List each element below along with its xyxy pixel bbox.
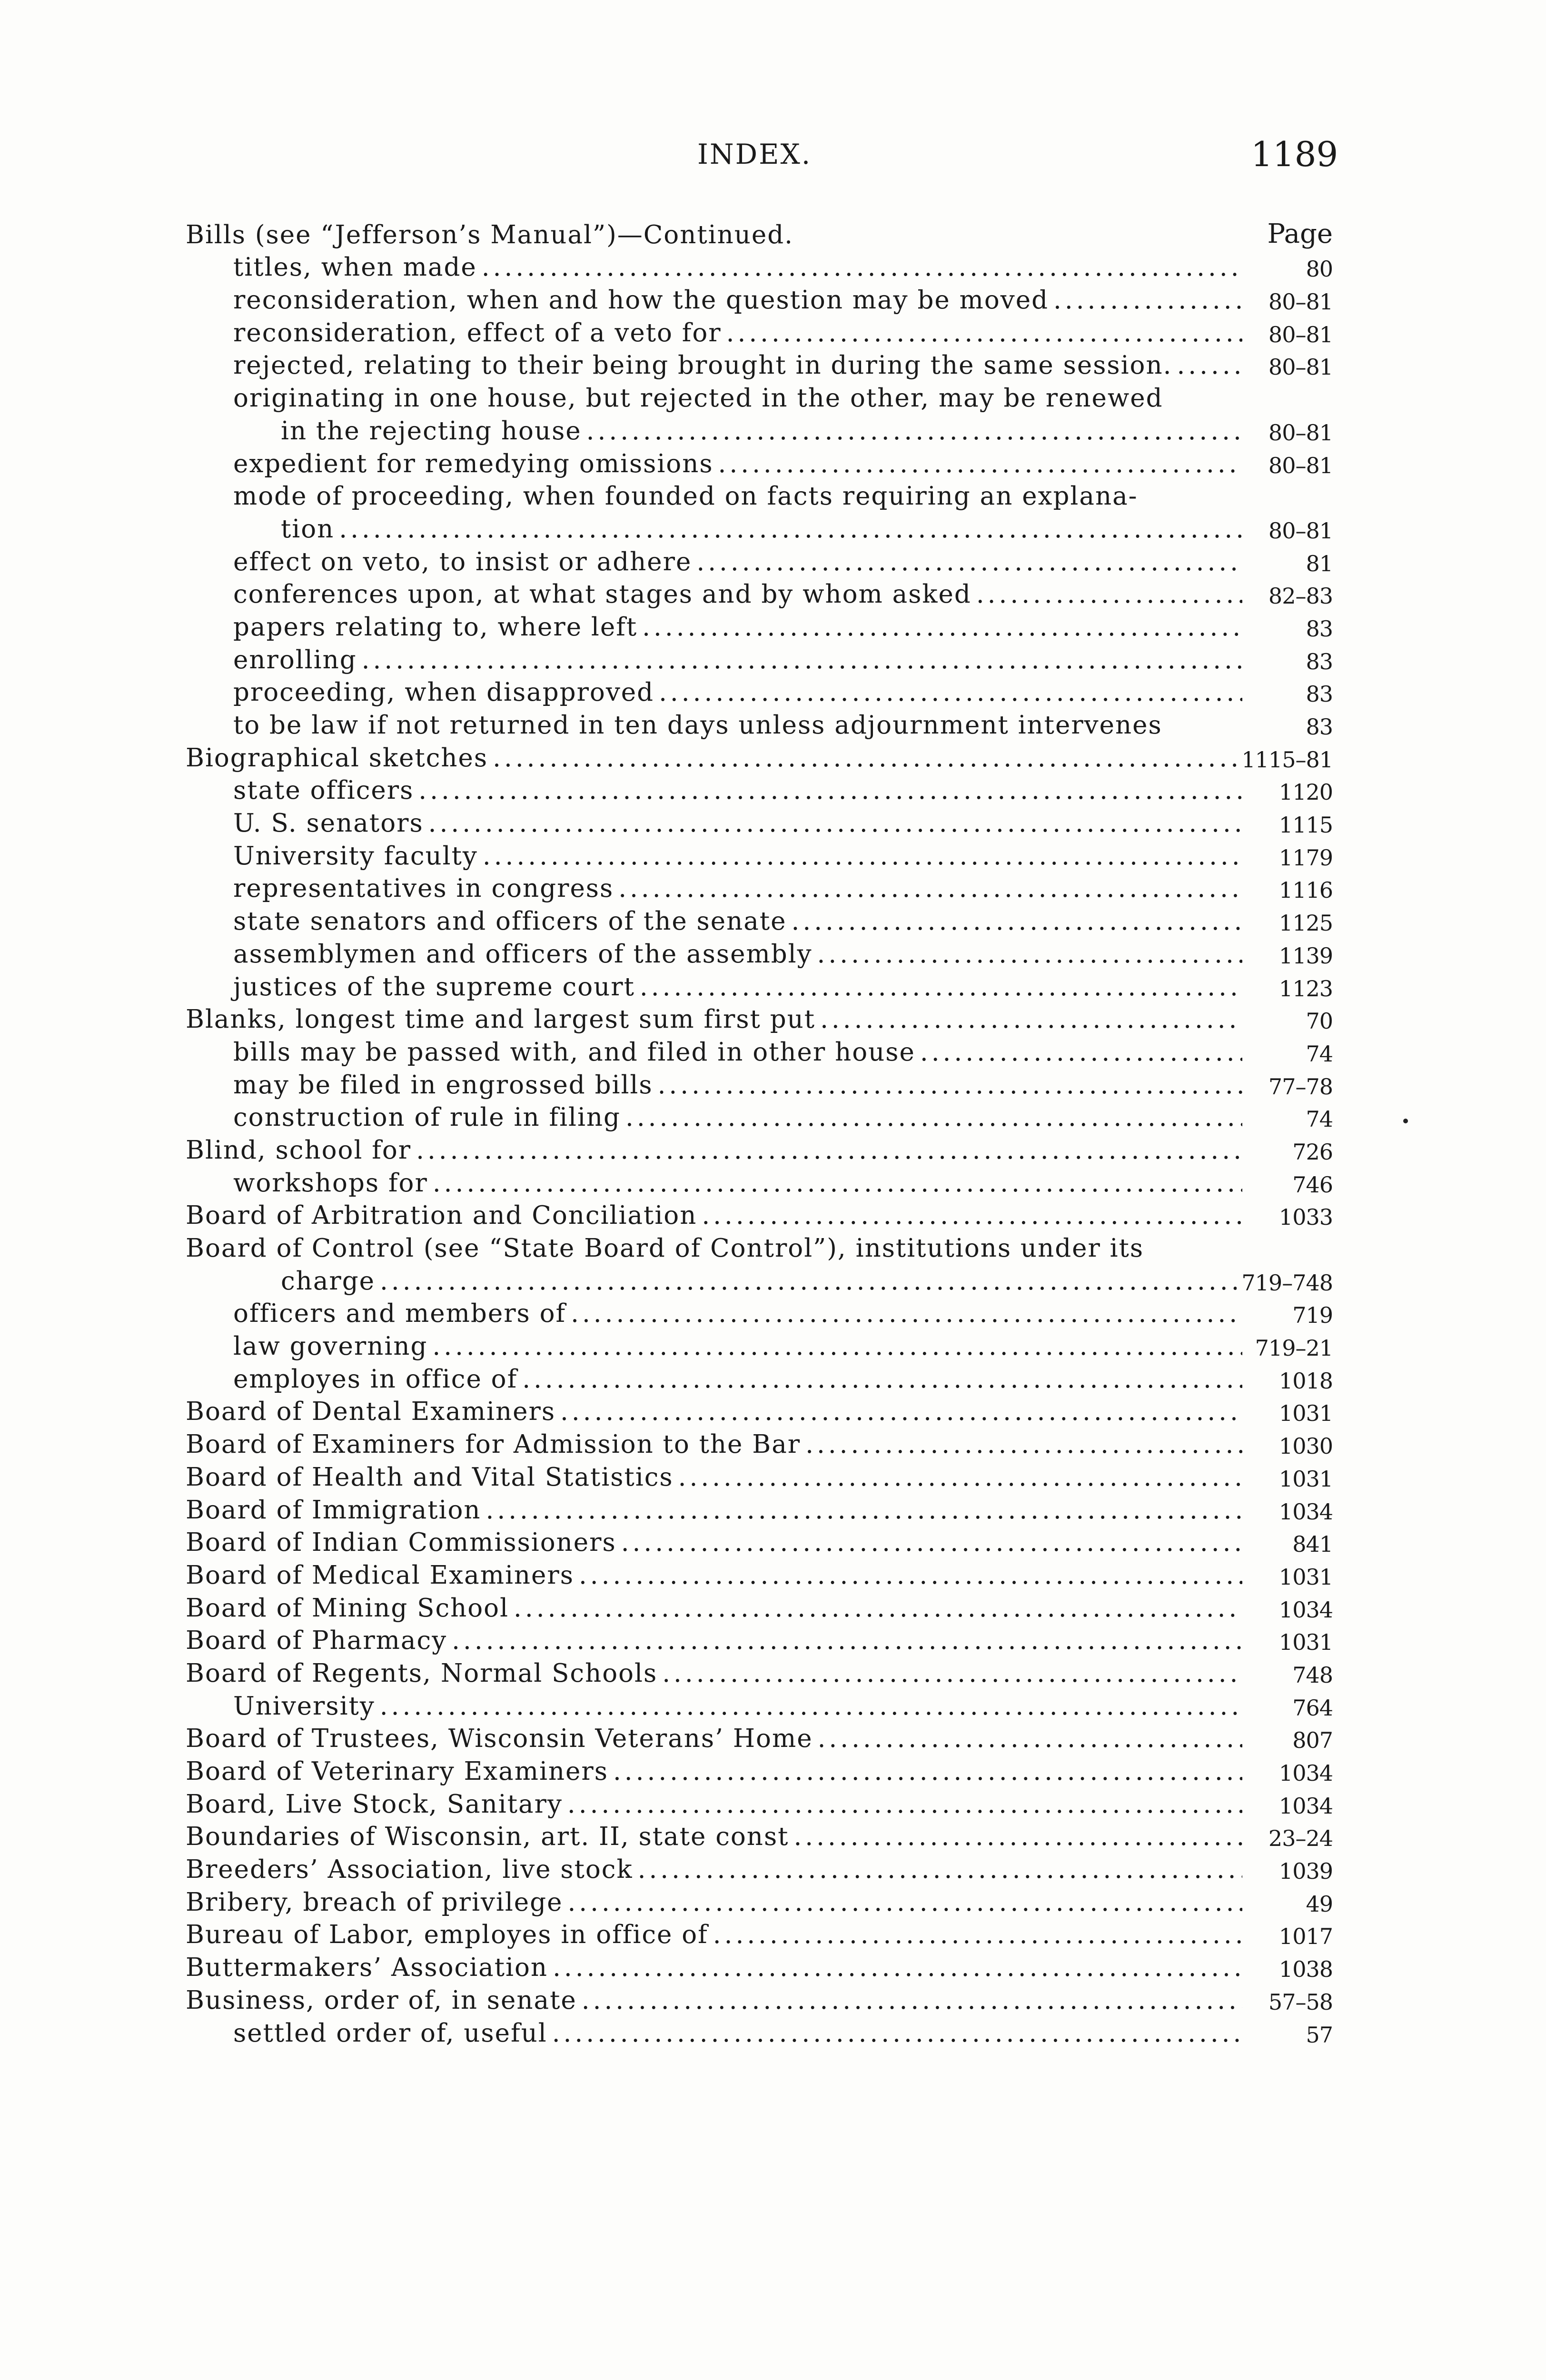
entry-text: proceeding, when disapproved	[233, 678, 654, 707]
dot-leader	[920, 1038, 1242, 1067]
dot-leader	[805, 1430, 1242, 1459]
dot-leader	[1053, 286, 1242, 315]
index-entry	[186, 805, 1333, 838]
entry-text: workshops for	[233, 1168, 428, 1198]
index-entry	[186, 1590, 1333, 1623]
entry-page-ref: 1017	[1278, 1924, 1333, 1950]
page-header	[0, 134, 1546, 176]
index-entry	[186, 347, 1333, 380]
entry-text: state officers	[233, 776, 414, 805]
dot-leader	[486, 1496, 1243, 1525]
dot-leader	[820, 1005, 1242, 1034]
dot-leader	[658, 1071, 1242, 1100]
entry-text: conferences upon, at what stages and by whom asked	[233, 580, 971, 609]
entry-text: charge	[281, 1266, 376, 1296]
dot-leader	[380, 1692, 1242, 1721]
index-entry	[186, 249, 1333, 282]
entry-text: state senators and officers of the senate	[233, 907, 787, 936]
entry-text: officers and members of	[233, 1299, 566, 1329]
dot-leader	[482, 253, 1242, 282]
dot-leader	[582, 1986, 1242, 2015]
index-entry	[186, 1721, 1333, 1754]
dot-leader	[483, 842, 1242, 871]
entry-page-ref: 80–81	[1268, 419, 1333, 446]
index-entry	[186, 1328, 1333, 1361]
index-entry	[186, 1525, 1333, 1557]
dot-leader	[416, 1136, 1242, 1165]
dot-leader	[362, 645, 1242, 674]
entry-text: rejected, relating to their being brought in during the same session.	[233, 351, 1172, 380]
entry-page-ref: 1125	[1278, 910, 1333, 936]
dot-leader	[718, 449, 1242, 478]
entry-text: Bribery, breach of privilege	[186, 1887, 563, 1917]
entry-page-ref: 1115–81	[1241, 746, 1333, 773]
entry-page-ref: 719–21	[1255, 1335, 1333, 1361]
index-entry	[186, 1100, 1333, 1132]
entry-text: Board of Medical Examiners	[186, 1560, 574, 1590]
dot-leader	[432, 1332, 1242, 1361]
index-entry	[186, 1623, 1333, 1656]
index-entry	[186, 1034, 1333, 1067]
dot-leader	[640, 972, 1242, 1002]
dot-leader	[552, 2019, 1242, 2048]
index-entry	[186, 446, 1333, 478]
entry-text: bills may be passed with, and filed in other house	[233, 1037, 915, 1067]
entry-page-ref: 841	[1292, 1531, 1333, 1557]
entry-page-ref: 1034	[1278, 1498, 1333, 1525]
dot-leader	[428, 809, 1242, 838]
entry-text: mode of proceeding, when founded on facts requiring an explana-	[233, 482, 1138, 511]
index-entry	[186, 838, 1333, 871]
dot-leader	[1177, 351, 1242, 380]
entry-page-ref: 80	[1306, 256, 1333, 282]
entry-text: Board of Health and Vital Statistics	[186, 1462, 674, 1492]
entry-page-ref: 80–81	[1268, 289, 1333, 315]
entry-page-ref: 1123	[1278, 975, 1333, 1002]
entry-text: Breeders’ Association, live stock	[186, 1855, 633, 1884]
index-entry	[186, 674, 1333, 707]
entry-page-ref: 746	[1292, 1171, 1333, 1198]
entry-page-ref: 83	[1306, 714, 1333, 740]
entry-text: assemblymen and officers of the assembly	[233, 939, 813, 969]
entry-text: effect on veto, to insist or adhere	[233, 547, 692, 576]
entry-text: University faculty	[233, 841, 478, 871]
index-entry	[186, 1394, 1333, 1427]
index-entry	[186, 903, 1333, 936]
dot-leader	[514, 1594, 1242, 1623]
dot-leader	[618, 874, 1242, 903]
entry-text: Blanks, longest time and largest sum first put	[186, 1005, 816, 1034]
entry-text: Board of Pharmacy	[186, 1626, 447, 1656]
entry-page-ref: 1179	[1278, 844, 1333, 871]
entry-page-ref: 748	[1292, 1662, 1333, 1688]
entry-page-ref: 74	[1306, 1041, 1333, 1067]
entry-text: reconsideration, when and how the question may be moved	[233, 286, 1049, 315]
entry-page-ref: 80–81	[1268, 517, 1333, 544]
index-entry	[186, 1165, 1333, 1198]
entry-text: construction of rule in filing	[233, 1103, 621, 1132]
entry-text: Business, order of, in senate	[186, 1985, 577, 2015]
dot-leader	[452, 1626, 1242, 1655]
dot-leader	[522, 1365, 1242, 1394]
entry-page-ref: 1139	[1278, 942, 1333, 969]
entry-text: papers relating to, where left	[233, 612, 638, 642]
index-entry	[186, 1361, 1333, 1394]
index-entry	[186, 609, 1333, 642]
entry-text: enrolling	[233, 645, 357, 674]
index-entry	[186, 740, 1333, 773]
page-number: 1189	[1251, 134, 1338, 174]
index-entry	[186, 1459, 1333, 1492]
dot-leader	[976, 580, 1242, 609]
index-entry	[186, 1002, 1333, 1034]
print-speck	[1403, 1119, 1408, 1123]
index-entry	[186, 1753, 1333, 1786]
entry-page-ref: 77–78	[1268, 1073, 1333, 1100]
entry-page-ref: 807	[1292, 1727, 1333, 1754]
index-entry	[186, 1884, 1333, 1917]
page-title: INDEX.	[697, 138, 812, 170]
dot-leader	[726, 318, 1242, 347]
entry-page-ref: 23–24	[1268, 1825, 1333, 1852]
entry-text: Bureau of Labor, employes in office of	[186, 1920, 708, 1950]
dot-leader	[659, 678, 1242, 707]
entry-text: to be law if not returned in ten days unless adjournment intervenes	[233, 711, 1162, 740]
entry-page-ref: 1120	[1278, 779, 1333, 805]
entry-text: in the rejecting house	[281, 416, 582, 446]
entry-page-ref: 80–81	[1268, 452, 1333, 478]
entry-page-ref: 1039	[1278, 1858, 1333, 1884]
entry-text: U. S. senators	[233, 809, 424, 838]
index-entry	[186, 1851, 1333, 1884]
dot-leader	[642, 613, 1242, 642]
index-entry	[186, 2015, 1333, 2048]
index-entry	[186, 380, 1333, 413]
entry-page-ref: 81	[1306, 550, 1333, 576]
entry-page-ref: 83	[1306, 681, 1333, 707]
dot-leader	[793, 1822, 1242, 1851]
index-entry	[186, 1230, 1333, 1263]
entry-text: justices of the supreme court	[233, 972, 635, 1002]
index-entry	[186, 413, 1333, 446]
entry-text: Board of Indian Commissioners	[186, 1528, 616, 1557]
dot-leader	[696, 547, 1242, 576]
entry-text: originating in one house, but rejected in the other, may be renewed	[233, 384, 1163, 413]
index-entry	[186, 642, 1333, 674]
index-entry	[186, 315, 1333, 347]
index-entry	[186, 544, 1333, 576]
dot-leader	[621, 1528, 1242, 1557]
index-entry	[186, 707, 1333, 740]
entry-page-ref: 74	[1306, 1106, 1333, 1132]
index-entry	[186, 773, 1333, 805]
index-entry	[186, 1819, 1333, 1852]
entry-page-ref: 1031	[1278, 1466, 1333, 1492]
entry-page-ref: 57–58	[1268, 1989, 1333, 2015]
index-entry	[186, 1786, 1333, 1819]
dot-leader	[339, 515, 1242, 544]
entry-text: Bills (see “Jefferson’s Manual”)—Continued.	[186, 220, 793, 249]
index-entry	[186, 871, 1333, 903]
entry-page-ref: 1034	[1278, 1760, 1333, 1786]
entry-page-ref: 719	[1292, 1302, 1333, 1329]
entry-page-ref: 1018	[1278, 1368, 1333, 1394]
index-entry	[186, 1982, 1333, 2015]
entry-text: Board of Regents, Normal Schools	[186, 1658, 658, 1688]
dot-leader	[567, 1888, 1242, 1917]
entry-page-ref: 80–81	[1268, 354, 1333, 380]
entry-text: settled order of, useful	[233, 2018, 547, 2048]
dot-leader	[567, 1790, 1242, 1819]
index-entry	[186, 1067, 1333, 1100]
entry-page-ref: 49	[1306, 1891, 1333, 1917]
entry-page-ref: 1116	[1278, 877, 1333, 903]
dot-leader	[579, 1561, 1242, 1590]
index-entry	[186, 1132, 1333, 1165]
dot-leader	[571, 1299, 1242, 1328]
index-entry	[186, 478, 1333, 511]
dot-leader	[553, 1953, 1242, 1982]
dot-leader	[662, 1659, 1242, 1688]
index-entry	[186, 1198, 1333, 1230]
entry-page-ref: 1031	[1278, 1629, 1333, 1656]
entry-page-ref: 80–81	[1268, 321, 1333, 347]
entry-text: Buttermakers’ Association	[186, 1953, 548, 1983]
index-entry	[186, 511, 1333, 544]
entry-page-ref: 82–83	[1268, 583, 1333, 609]
entry-text: Boundaries of Wisconsin, art. II, state const	[186, 1822, 789, 1852]
entry-page-ref: 83	[1306, 615, 1333, 642]
entry-page-ref: 1115	[1278, 812, 1333, 838]
entry-text: Board of Veterinary Examiners	[186, 1757, 608, 1786]
entry-text: Board of Mining School	[186, 1593, 509, 1623]
index-entry	[186, 576, 1333, 609]
index-entry	[186, 1296, 1333, 1329]
entry-page-ref: 83	[1306, 648, 1333, 674]
index-list	[186, 217, 1333, 2048]
index-entry	[186, 936, 1333, 969]
entry-text: University	[233, 1691, 375, 1721]
entry-page-ref: 1038	[1278, 1956, 1333, 1983]
entry-text: Board of Control (see “State Board of Control”), institutions under its	[186, 1234, 1144, 1263]
dot-leader	[560, 1397, 1242, 1426]
entry-page-ref: 764	[1292, 1695, 1333, 1721]
entry-page-ref: 1030	[1278, 1433, 1333, 1459]
index-entry	[186, 1426, 1333, 1459]
index-entry	[186, 1917, 1333, 1950]
entry-text: representatives in congress	[233, 874, 614, 903]
dot-leader	[817, 940, 1242, 969]
entry-text: Board of Arbitration and Conciliation	[186, 1201, 697, 1230]
index-entry	[186, 1949, 1333, 1982]
entry-text: tion	[281, 514, 335, 544]
page-column-heading: Page	[1267, 218, 1333, 249]
dot-leader	[702, 1201, 1242, 1230]
index-entry	[186, 1492, 1333, 1525]
entry-text: reconsideration, effect of a veto for	[233, 318, 722, 347]
entry-page-ref: 1034	[1278, 1597, 1333, 1623]
dot-leader	[678, 1463, 1242, 1492]
dot-leader	[433, 1169, 1242, 1198]
entry-text: titles, when made	[233, 253, 477, 282]
dot-leader	[792, 907, 1243, 936]
entry-page-ref: 1031	[1278, 1564, 1333, 1590]
dot-leader	[586, 416, 1242, 446]
entry-page-ref: 719–748	[1241, 1269, 1333, 1296]
dot-leader	[418, 776, 1242, 805]
dot-leader	[625, 1103, 1242, 1132]
dot-leader	[638, 1855, 1242, 1884]
entry-page-ref: 726	[1292, 1139, 1333, 1165]
entry-page-ref: 70	[1306, 1008, 1333, 1034]
entry-text: may be filed in engrossed bills	[233, 1070, 653, 1100]
dot-leader	[493, 744, 1237, 773]
index-entry	[186, 1655, 1333, 1688]
entry-text: Board of Trustees, Wisconsin Veterans’ Home	[186, 1724, 813, 1754]
entry-text: Board, Live Stock, Sanitary	[186, 1789, 563, 1819]
dot-leader	[713, 1920, 1242, 1949]
entry-page-ref: 1034	[1278, 1793, 1333, 1819]
entry-text: Board of Immigration	[186, 1495, 481, 1525]
entry-text: employes in office of	[233, 1364, 518, 1394]
entry-text: Board of Dental Examiners	[186, 1397, 556, 1427]
entry-text: Blind, school for	[186, 1135, 412, 1165]
entry-text: law governing	[233, 1332, 428, 1361]
dot-leader	[818, 1724, 1242, 1753]
entry-page-ref: 1033	[1278, 1204, 1333, 1230]
entry-page-ref: 1031	[1278, 1400, 1333, 1427]
entry-page-ref: 57	[1306, 2022, 1333, 2048]
index-heading-row	[186, 217, 1333, 249]
entry-text: Biographical sketches	[186, 743, 488, 773]
index-entry	[186, 1557, 1333, 1590]
index-entry	[186, 1263, 1333, 1296]
dot-leader	[380, 1267, 1237, 1296]
entry-text: Board of Examiners for Admission to the Bar	[186, 1430, 801, 1459]
index-entry	[186, 282, 1333, 315]
index-entry	[186, 969, 1333, 1002]
dot-leader	[613, 1757, 1242, 1786]
index-entry	[186, 1688, 1333, 1721]
entry-text: expedient for remedying omissions	[233, 449, 714, 478]
